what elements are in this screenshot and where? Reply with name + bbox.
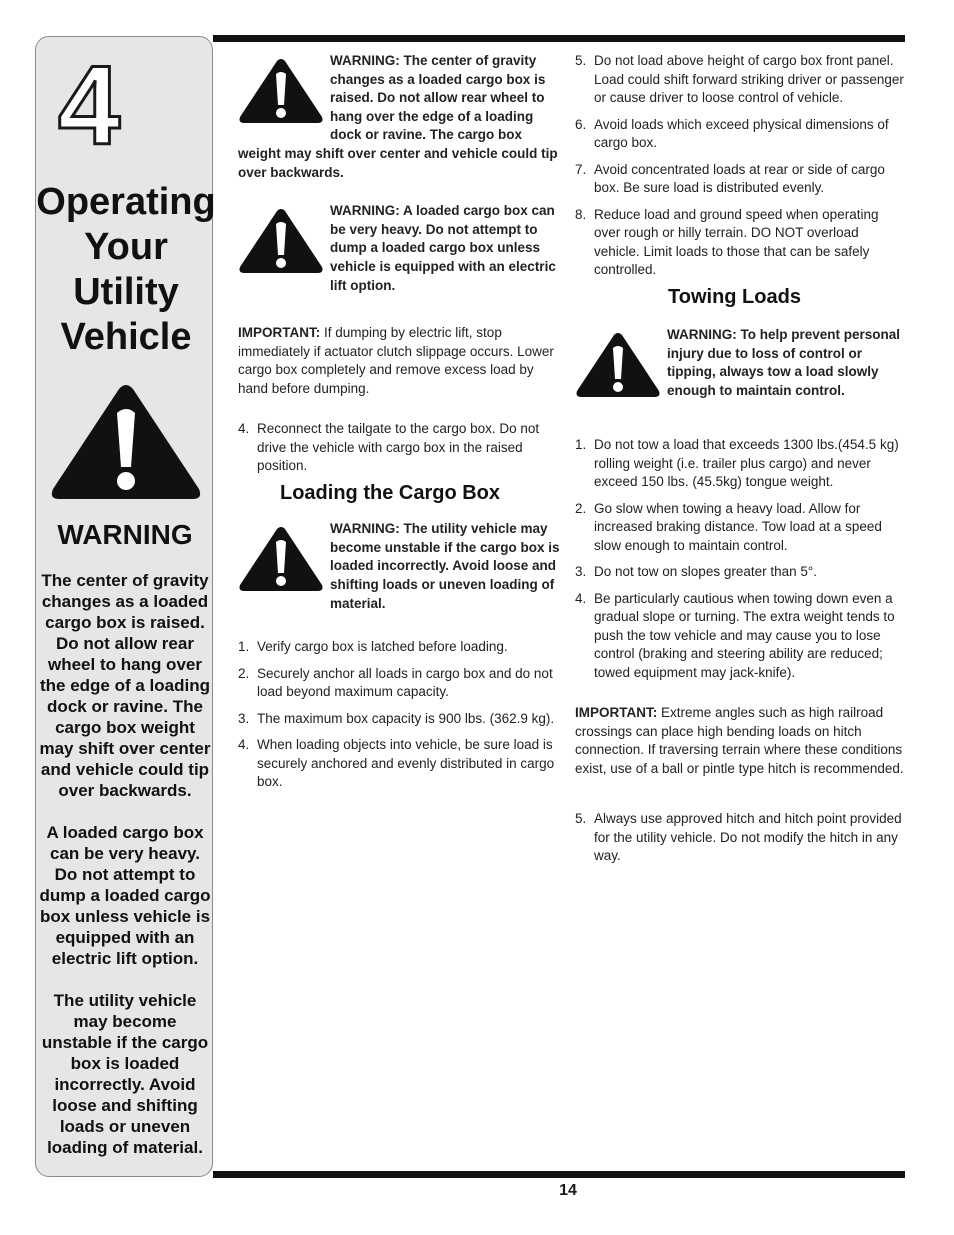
step-number: 6. xyxy=(575,116,587,132)
warning-triangle-icon xyxy=(238,526,324,592)
step-text: Reconnect the tailgate to the cargo box. Do not drive the vehicle with cargo box in the raised position. xyxy=(257,421,540,474)
list-item xyxy=(575,206,907,280)
page-number: 14 xyxy=(559,1182,577,1199)
step-text: Go slow when towing a heavy load. Allow for increased braking distance. Tow load at a speed slow enough to maintain control. xyxy=(594,500,882,553)
list-item xyxy=(575,161,907,198)
step-text: Reduce load and ground speed when operating over rough or hilly terrain. DO NOT overload vehicle. Limit loads to those that can be safely controlled. xyxy=(594,206,879,277)
sidebar-warning-heading: WARNING xyxy=(57,519,193,550)
loading-steps xyxy=(238,638,560,792)
warning-box xyxy=(238,520,560,620)
important-label: IMPORTANT: xyxy=(238,325,321,341)
warning-triangle-icon xyxy=(238,208,324,274)
step-number: 7. xyxy=(575,161,587,177)
sidebar-warning-paragraph: The center of gravity changes as a loaded cargo box is raised. Do not allow rear wheel to hang over the edge of a loading dock or ravine. The cargo box weight may shift over center and vehicle could tip over backwards. xyxy=(39,571,211,800)
step-number: 3. xyxy=(575,564,587,579)
section-heading-loading: Loading the Cargo Box xyxy=(280,481,500,504)
towing-steps-final xyxy=(575,810,907,866)
step-text: Avoid concentrated loads at rear or side of cargo box. Be sure load is distributed evenly. xyxy=(594,161,885,195)
warning-text: WARNING: The center of gravity changes as a loaded cargo box is raised. Do not allow rear wheel to hang over the edge of a loading dock or ravine. The cargo box weight may shift over center and vehicle could tip over backwards. xyxy=(238,53,558,180)
list-item xyxy=(238,665,560,702)
step-number: 2. xyxy=(575,500,587,516)
step-number: 4. xyxy=(238,421,250,437)
list-item xyxy=(575,500,907,556)
list-item xyxy=(575,563,907,582)
section-heading-towing: Towing Loads xyxy=(668,285,801,308)
chapter-title-line: Vehicle xyxy=(60,316,192,358)
chapter-number: 4 xyxy=(58,43,121,168)
step-text: Securely anchor all loads in cargo box and do not load beyond maximum capacity. xyxy=(257,665,553,700)
list-item xyxy=(238,710,560,729)
list-item xyxy=(575,810,907,866)
warning-box xyxy=(238,52,560,182)
step-text: Do not load above height of cargo box front panel. Load could shift forward striking driver or passenger or cause driver to loose control of vehicle. xyxy=(594,53,904,105)
step-number: 1. xyxy=(575,437,587,452)
right-column xyxy=(575,52,907,874)
step-number: 5. xyxy=(575,53,587,68)
step-number: 4. xyxy=(238,737,250,753)
list-item xyxy=(575,436,907,492)
warning-triangle-icon xyxy=(238,58,324,124)
chapter-title-line: Utility xyxy=(73,271,179,313)
important-note xyxy=(575,704,907,778)
important-text: Extreme angles such as high railroad crossings can place high bending loads on hitch connection. If traversing terrain where these conditions exist, use of a ball or pintle type hitch is recommended. xyxy=(575,705,904,776)
step-text: Do not tow a load that exceeds 1300 lbs.(454.5 kg) rolling weight (i.e. trailer plus cargo) and never exceed 150 lbs. (45.5kg) tongue weight. xyxy=(594,437,899,489)
bottom-rule xyxy=(213,1171,905,1178)
chapter-title-line: Operating xyxy=(36,181,216,223)
sidebar-warning-text xyxy=(38,570,212,1179)
list-item xyxy=(575,116,907,153)
warning-text: WARNING: A loaded cargo box can be very heavy. Do not attempt to dump a loaded cargo box unless vehicle is equipped with an electric lift option. xyxy=(330,203,556,293)
warning-triangle-icon xyxy=(49,383,203,501)
left-column xyxy=(238,52,560,800)
sidebar-warning-paragraph: The utility vehicle may become unstable if the cargo box is loaded incorrectly. Avoid loose and shifting loads or uneven loading of material. xyxy=(41,991,209,1157)
step-number: 2. xyxy=(238,665,250,681)
top-rule xyxy=(213,35,905,42)
step-number: 8. xyxy=(575,206,587,222)
step-number: 3. xyxy=(238,710,250,726)
step-text: When loading objects into vehicle, be sure load is securely anchored and evenly distributed in cargo box. xyxy=(257,737,555,790)
step-text: Always use approved hitch and hitch point provided for the utility vehicle. Do not modify the hitch in any way. xyxy=(594,811,902,863)
warning-triangle-icon xyxy=(575,332,661,398)
step-text: Be particularly cautious when towing down even a gradual slope or turning. The extra weight tends to push the tow vehicle and may cause you to lose control (braking and steering ability are reduced; towed equipment may jack-knife). xyxy=(594,590,895,680)
step-text: Do not tow on slopes greater than 5°. xyxy=(594,564,818,579)
warning-box xyxy=(575,326,907,426)
step-text: Avoid loads which exceed physical dimensions of cargo box. xyxy=(594,116,889,150)
warning-text: WARNING: To help prevent personal injury due to loss of control or tipping, always tow a load slowly enough to maintain control. xyxy=(667,327,901,398)
towing-steps xyxy=(575,436,907,682)
chapter-title xyxy=(36,180,216,360)
step-text: The maximum box capacity is 900 lbs. (362.9 kg). xyxy=(257,710,555,726)
loading-steps-continued xyxy=(575,52,907,280)
important-note xyxy=(238,324,560,398)
list-item xyxy=(575,52,907,108)
step-number: 5. xyxy=(575,811,587,826)
important-label: IMPORTANT: xyxy=(575,705,658,720)
step-list xyxy=(238,420,560,476)
list-item xyxy=(238,420,560,476)
sidebar-warning-paragraph: A loaded cargo box can be very heavy. Do not attempt to dump a loaded cargo box unless vehicle is equipped with an electric lift option. xyxy=(39,823,211,968)
warning-text: WARNING: The utility vehicle may become unstable if the cargo box is loaded incorrectly. Avoid loose and shifting loads or uneven loading of material. xyxy=(330,521,560,611)
warning-box xyxy=(238,202,560,302)
important-text: If dumping by electric lift, stop immediately if actuator clutch slippage occurs. Lower cargo box completely and remove excess load by hand before dumping. xyxy=(238,325,554,396)
step-number: 1. xyxy=(238,639,250,655)
step-text: Verify cargo box is latched before loading. xyxy=(257,639,508,655)
list-item xyxy=(238,736,560,792)
chapter-title-line: Your xyxy=(84,226,168,268)
list-item xyxy=(238,638,560,657)
list-item xyxy=(575,590,907,683)
step-number: 4. xyxy=(575,590,587,606)
